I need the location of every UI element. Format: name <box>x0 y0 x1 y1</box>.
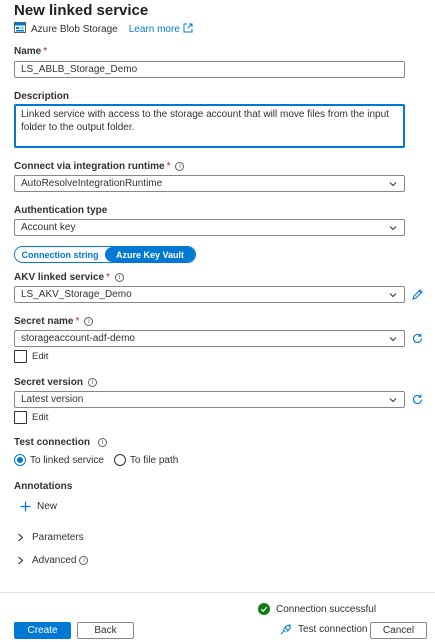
edit-label: Edit <box>32 412 49 423</box>
test-connection-label: Test connection i <box>14 437 107 448</box>
secret-name-label: Secret name * i <box>14 316 93 327</box>
secret-version-edit[interactable] <box>14 411 48 424</box>
create-button[interactable]: Create <box>14 622 71 639</box>
advanced-label: Advanced <box>32 555 77 566</box>
secret-name-dropdown[interactable] <box>14 330 405 347</box>
auth-dropdown[interactable] <box>14 219 405 236</box>
check-circle-icon <box>258 603 270 615</box>
footer-divider <box>0 592 435 593</box>
edit-checkbox[interactable] <box>14 350 27 363</box>
connection-status-text: Connection successful <box>276 603 377 615</box>
secret-name-edit[interactable] <box>14 350 48 363</box>
runtime-label: Connect via integration runtime * i <box>14 161 184 172</box>
info-icon: i <box>84 317 93 326</box>
edit-label: Edit <box>32 351 49 362</box>
learn-more-label: Learn more <box>128 23 180 35</box>
runtime-dropdown[interactable] <box>14 175 405 192</box>
annotations-label: Annotations <box>14 481 73 492</box>
connector-subheader <box>14 22 193 36</box>
radio-to-linked-service[interactable] <box>14 454 104 466</box>
info-icon: i <box>115 273 124 282</box>
secret-version-dropdown[interactable] <box>14 391 405 408</box>
learn-more-link[interactable] <box>129 23 193 36</box>
radio-selected[interactable] <box>14 454 26 466</box>
pencil-icon[interactable] <box>409 286 425 302</box>
name-label: Name * <box>14 46 48 57</box>
radio-to-file-path[interactable] <box>114 454 178 466</box>
chevron-down-icon <box>388 223 398 233</box>
refresh-icon[interactable] <box>409 391 425 407</box>
test-connection-radio-group <box>14 454 178 466</box>
test-connection-label: Test connection <box>298 624 368 635</box>
chevron-down-icon <box>388 179 398 189</box>
parameters-label: Parameters <box>32 532 84 543</box>
description-value: Linked service with access to the storage account that will move files from the input folder to the output folder. <box>21 109 389 133</box>
akv-label: AKV linked service * i <box>14 272 124 283</box>
connector-name: Azure Blob Storage <box>31 23 118 35</box>
toggle-connection-string[interactable]: Connection string <box>15 247 105 262</box>
radio-label: To file path <box>129 454 179 466</box>
cancel-button[interactable]: Cancel <box>370 622 427 639</box>
external-link-icon <box>183 23 193 36</box>
info-icon: i <box>175 162 184 171</box>
page-title: New linked service <box>14 2 149 19</box>
chevron-down-icon <box>388 334 398 344</box>
connection-status <box>258 603 376 615</box>
refresh-icon[interactable] <box>409 330 425 346</box>
edit-checkbox[interactable] <box>14 411 27 424</box>
info-icon: i <box>88 378 97 387</box>
secret-name-value: storageaccount-adf-demo <box>21 333 135 344</box>
info-icon: i <box>79 556 88 565</box>
blob-storage-icon <box>14 22 26 36</box>
description-label: Description <box>14 91 70 102</box>
secret-version-value: Latest version <box>21 394 84 405</box>
akv-value: LS_AKV_Storage_Demo <box>21 289 132 300</box>
chevron-right-icon <box>17 556 24 565</box>
credential-source-toggle[interactable] <box>14 246 196 263</box>
secret-version-label: Secret version i <box>14 377 97 388</box>
akv-dropdown[interactable] <box>14 286 405 303</box>
parameters-expander[interactable] <box>17 532 84 543</box>
chevron-down-icon <box>388 290 398 300</box>
plug-icon <box>279 623 292 636</box>
info-icon: i <box>98 438 107 447</box>
auth-label: Authentication type <box>14 205 108 216</box>
runtime-value: AutoResolveIntegrationRuntime <box>21 178 163 189</box>
chevron-right-icon <box>17 533 24 542</box>
chevron-down-icon <box>388 395 398 405</box>
radio-label: To linked service <box>30 454 104 466</box>
radio-unselected[interactable] <box>114 454 126 466</box>
toggle-azure-key-vault[interactable]: Azure Key Vault <box>105 247 195 262</box>
new-label: New <box>37 501 58 512</box>
add-annotation-button[interactable] <box>20 501 57 512</box>
description-textarea[interactable] <box>14 104 405 148</box>
plus-icon <box>20 501 31 512</box>
name-value: LS_ABLB_Storage_Demo <box>21 64 138 75</box>
advanced-expander[interactable] <box>17 555 88 566</box>
auth-value: Account key <box>21 222 76 233</box>
test-connection-button[interactable] <box>279 623 368 636</box>
back-button[interactable]: Back <box>77 622 134 639</box>
name-input[interactable] <box>14 61 405 78</box>
